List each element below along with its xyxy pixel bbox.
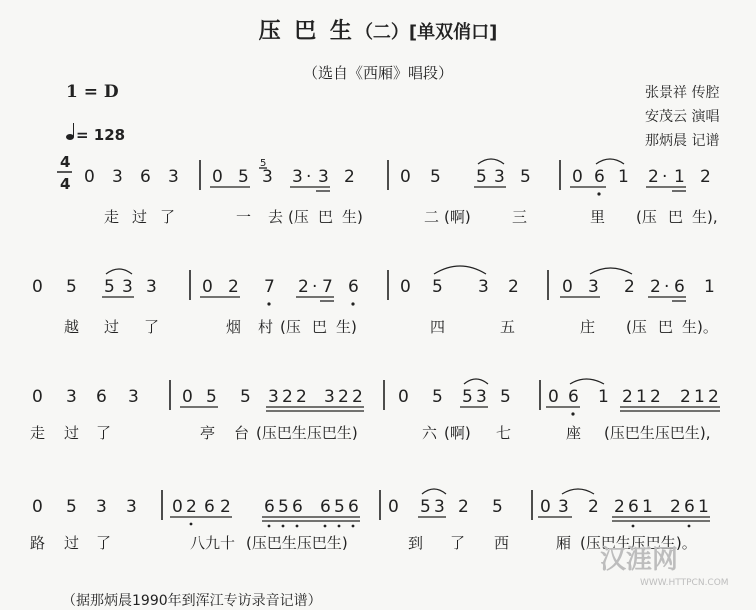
song-subtitle: （选自《西厢》唱段） (302, 64, 453, 82)
grace-note: 5 (260, 158, 267, 169)
note: 0 (548, 387, 559, 407)
note: 2 (508, 277, 519, 297)
lyric: 生)。 (682, 318, 718, 336)
note: 3 (476, 387, 487, 407)
song-title-main: 压 巴 生 (258, 19, 355, 44)
note: 5 (66, 497, 77, 517)
lyric: 厢 (556, 534, 572, 552)
lyric: (压 (288, 208, 309, 226)
note: 1 (694, 387, 705, 407)
note: 1 (598, 387, 609, 407)
note: 3 (478, 277, 489, 297)
lyric: 八九十 (190, 534, 236, 552)
lyric: 六 (422, 424, 438, 442)
note: 2 (670, 497, 681, 517)
lyric: 了 (160, 208, 176, 226)
song-title-suffix: （二）[单双俏口] (354, 22, 498, 43)
note: 6 (348, 277, 359, 297)
lyric: (压巴生压巴生), (604, 424, 711, 442)
note: 3 (318, 167, 329, 187)
time-sig-bottom: 4 (60, 175, 71, 193)
lyric: (压 (626, 318, 647, 336)
note: 6 (140, 167, 151, 187)
note: 0 (212, 167, 223, 187)
note: 5 (334, 497, 345, 517)
lyric: 三 (512, 208, 528, 226)
lyric: 巴 (318, 208, 334, 226)
note: 2 (220, 497, 231, 517)
score-line-3 (30, 379, 720, 442)
lyric: 里 (590, 208, 606, 226)
note: 2 (352, 387, 363, 407)
note: 1 (636, 387, 647, 407)
note: 5 (520, 167, 531, 187)
note: 5 (66, 277, 77, 297)
key-signature: 1 = D (66, 82, 119, 102)
note: 2 (650, 277, 661, 297)
note: 6 (320, 497, 331, 517)
note: 0 (562, 277, 573, 297)
credit-composer: 张景祥 传腔 (645, 85, 720, 101)
lyric: 生), (692, 208, 718, 226)
note: 2 (344, 167, 355, 187)
note: 3 (262, 167, 273, 187)
note: 2 (700, 167, 711, 187)
note: 0 (400, 167, 411, 187)
note: 6 (568, 387, 579, 407)
lyric: 七 (496, 424, 512, 442)
note: 0 (572, 167, 583, 187)
lyric: 走 (104, 208, 120, 226)
note: 0 (182, 387, 193, 407)
lyric: 生) (336, 318, 357, 336)
note: 5 (500, 387, 511, 407)
lyric: (压 (280, 318, 301, 336)
note: 2 (282, 387, 293, 407)
lyric: (啊) (444, 208, 471, 226)
note: 6 (204, 497, 215, 517)
lyric: 到 (408, 534, 424, 552)
note: 3 (168, 167, 179, 187)
time-sig-top: 4 (60, 153, 71, 171)
note: 3 (96, 497, 107, 517)
note: 6 (264, 497, 275, 517)
note-dot: · (664, 277, 670, 297)
score-line-4 (30, 489, 710, 552)
note: 5 (430, 167, 441, 187)
note: 3 (494, 167, 505, 187)
note: 6 (96, 387, 107, 407)
note: 3 (268, 387, 279, 407)
note: 2 (650, 387, 661, 407)
note: 3 (66, 387, 77, 407)
lyric: 了 (144, 318, 160, 336)
lyric: 了 (96, 534, 112, 552)
note: 2 (708, 387, 719, 407)
note: 7 (322, 277, 333, 297)
lyric: 越 (64, 318, 80, 336)
score-line-1 (84, 158, 718, 226)
note: 1 (618, 167, 629, 187)
lyric: 四 (430, 318, 446, 336)
lyric: 一 (236, 208, 252, 226)
score-line-2 (32, 266, 718, 336)
note: 2 (228, 277, 239, 297)
lyric: 过 (64, 424, 80, 442)
lyric: 过 (104, 318, 120, 336)
lyric: 二 (424, 208, 440, 226)
lyric: (压巴生压巴生) (256, 424, 358, 442)
lyric: 台 (234, 424, 250, 442)
lyric: 巴 (668, 208, 684, 226)
note: 0 (32, 497, 43, 517)
note: 5 (238, 167, 249, 187)
tempo-value: = 128 (76, 126, 126, 144)
lyric: 村 (258, 318, 274, 336)
note: 5 (278, 497, 289, 517)
note: 0 (172, 497, 183, 517)
note: 0 (400, 277, 411, 297)
lyric: (啊) (444, 424, 471, 442)
note: 3 (434, 497, 445, 517)
note: 5 (432, 277, 443, 297)
footnote: （据那炳晨1990年到浑江专访录音记谱） (62, 593, 322, 609)
note: 3 (112, 167, 123, 187)
note: 0 (202, 277, 213, 297)
note: 2 (458, 497, 469, 517)
note: 5 (462, 387, 473, 407)
lyric: 烟 (226, 318, 242, 336)
lyric: 走 (30, 424, 46, 442)
note: 3 (122, 277, 133, 297)
lyric: 去 (268, 208, 284, 226)
lyric: (压巴生压巴生)。 (580, 534, 697, 552)
note: 3 (558, 497, 569, 517)
lyric: 过 (132, 208, 148, 226)
note: 0 (540, 497, 551, 517)
note: 6 (292, 497, 303, 517)
lyric: 座 (566, 424, 582, 442)
note: 3 (126, 497, 137, 517)
note: 3 (146, 277, 157, 297)
watermark-brand: 汉涯网 (600, 545, 679, 575)
note: 0 (388, 497, 399, 517)
watermark (600, 545, 729, 588)
note: 2 (298, 277, 309, 297)
note: 6 (684, 497, 695, 517)
note: 0 (32, 387, 43, 407)
note: 1 (674, 167, 685, 187)
note: 0 (32, 277, 43, 297)
note: 2 (648, 167, 659, 187)
lyric: 巴 (658, 318, 674, 336)
watermark-url: WWW.HTTPCN.COM (640, 578, 729, 588)
note: 0 (84, 167, 95, 187)
credit-transcriber: 那炳晨 记谱 (645, 133, 720, 149)
note: 5 (104, 277, 115, 297)
note: 6 (348, 497, 359, 517)
lyric: 过 (64, 534, 80, 552)
note: 2 (624, 277, 635, 297)
note: 2 (614, 497, 625, 517)
lyric: 了 (450, 534, 466, 552)
note-dot: · (312, 277, 318, 297)
lyric: 亭 (200, 424, 216, 442)
lyric: 路 (30, 534, 46, 552)
note: 7 (264, 277, 275, 297)
note: 5 (420, 497, 431, 517)
note: 1 (642, 497, 653, 517)
note: 3 (324, 387, 335, 407)
lyric: 巴 (312, 318, 328, 336)
note: 6 (594, 167, 605, 187)
note: 1 (698, 497, 709, 517)
note: 2 (296, 387, 307, 407)
note-dot: · (662, 167, 668, 187)
note: 3 (588, 277, 599, 297)
note: 3 (128, 387, 139, 407)
lyric: 了 (96, 424, 112, 442)
note: 2 (680, 387, 691, 407)
note: 6 (674, 277, 685, 297)
note: 5 (476, 167, 487, 187)
note: 2 (338, 387, 349, 407)
note: 5 (492, 497, 503, 517)
note: 3 (292, 167, 303, 187)
note: 2 (622, 387, 633, 407)
credit-singer: 安茂云 演唱 (645, 109, 720, 125)
note: 2 (186, 497, 197, 517)
note: 5 (206, 387, 217, 407)
note: 5 (240, 387, 251, 407)
note: 6 (628, 497, 639, 517)
lyric: 生) (342, 208, 363, 226)
lyric: 庄 (580, 318, 596, 336)
note: 0 (398, 387, 409, 407)
lyric: 五 (500, 318, 516, 336)
lyric: (压巴生压巴生) (246, 534, 348, 552)
lyric: 西 (494, 534, 510, 552)
note: 5 (432, 387, 443, 407)
lyric: (压 (636, 208, 657, 226)
note-dot: · (306, 167, 312, 187)
note: 2 (588, 497, 599, 517)
note: 1 (704, 277, 715, 297)
